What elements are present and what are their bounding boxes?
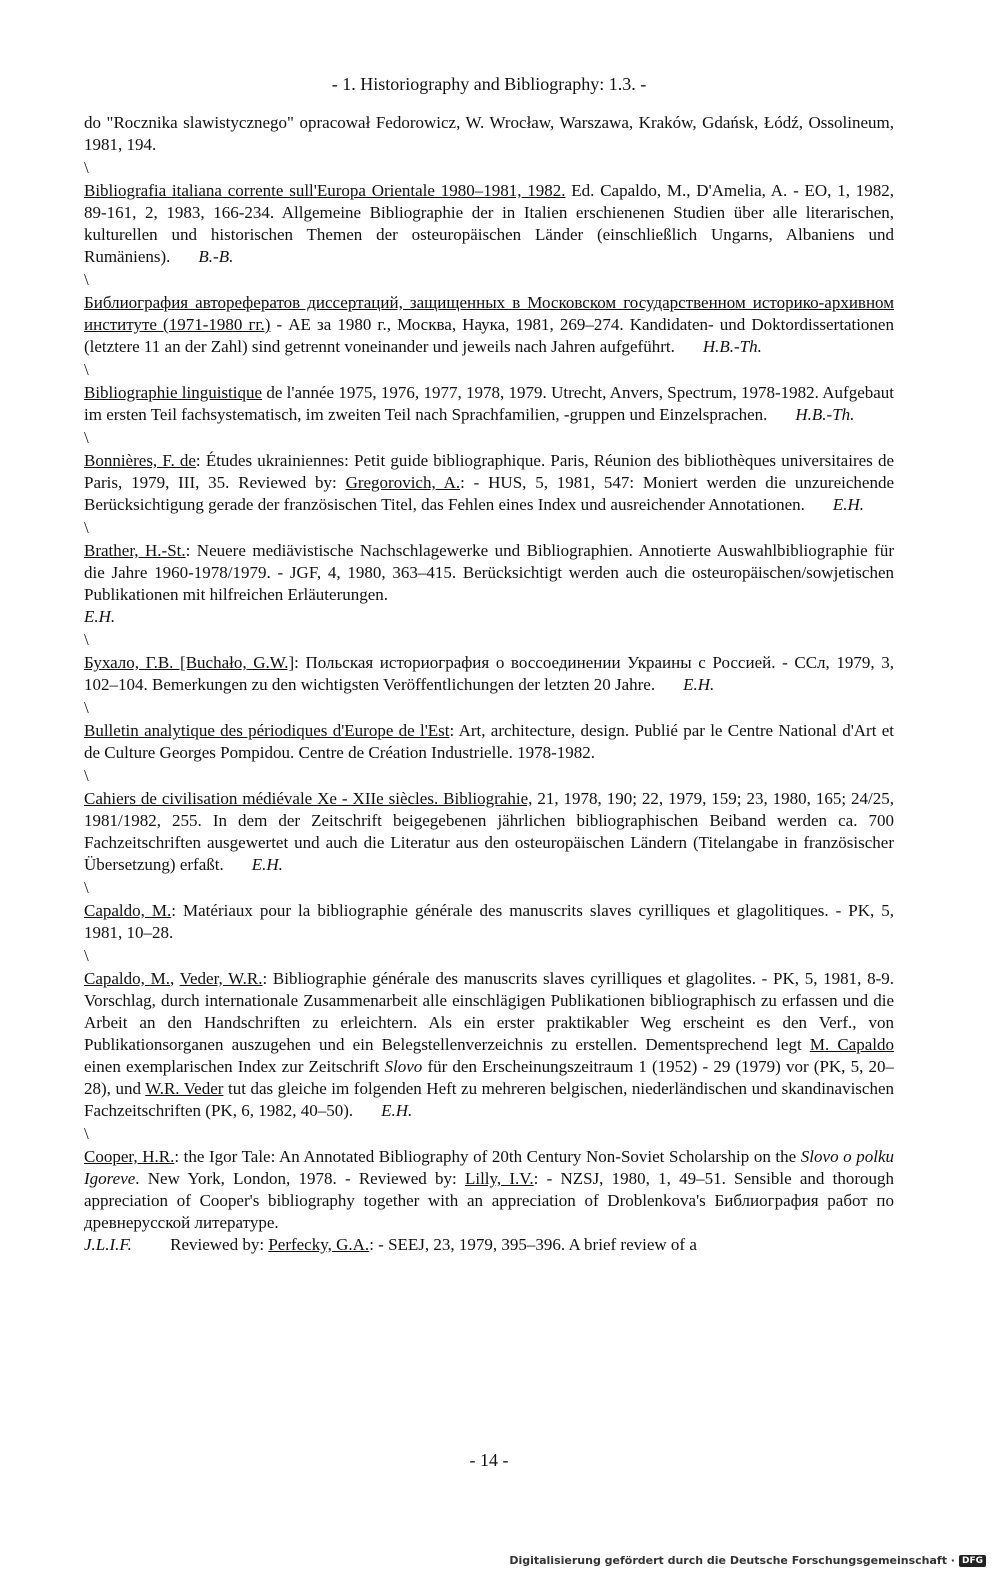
entry-separator: \ [84,630,89,649]
entry-brather: Brather, H.-St.: Neuere mediävistische Nachschlagewerke und Bibliographien. Annotierte Auswahlbibliographie für die Jahre 1960-1978/1979. - JGF, 4, 1980, 363–415. Berücksichtigt werden auch die osteuropäischen/sowjetischen Publikationen mit hilfreichen Erläuterungen. E.H. [84,541,894,626]
reviewer-initials: J.L.I.F. [84,1235,132,1254]
entry-separator: \ [84,360,89,379]
reviewer-initials: E.H. [683,675,715,694]
entry-separator: \ [84,878,89,897]
reviewer-initials: H.B.-Th. [795,405,855,424]
entry-separator: \ [84,766,89,785]
running-header: - 1. Historiography and Bibliography: 1.3. - [331,74,647,94]
entry-bibliografija-avtoreferatov: Библиография авторефератов диссертаций, защищенных в Московском государственном историко-архивном институте (1971-1980 гг.) - АЕ за 1980 г., Москва, Наука, 1981, 269–274. Kandidaten- und Doktordissertationen (letztere 11 an der Zahl) sind getrennt voneinander und jeweils nach Jahren aufgeführt. H.B.-Th. [84,293,894,356]
footer-text: Digitalisierung gefördert durch die Deutsche Forschungsgemeinschaft · [509,1554,955,1567]
entry-bibliografia-italiana: Bibliografia italiana corrente sull'Europa Orientale 1980–1981, 1982. Ed. Capaldo, M., D'Amelia, A. - EO, 1, 1982, 89-161, 2, 1983, 166-234. Allgemeine Bibliographie der in Italien erschienenen Studien über alle literarischen, kulturellen und historischen Themen der osteuropäischen Länder (einschließlich Ungarns, Albaniens und Rumäniens). B.-B. [84,181,894,266]
entry-separator: \ [84,158,89,177]
reviewer-initials: E.H. [381,1101,413,1120]
entry-separator: \ [84,518,89,537]
dfg-footer [509,1554,986,1567]
entry-separator: \ [84,1124,89,1143]
entry-separator: \ [84,428,89,447]
entry-rocznika: do "Rocznika slawistycznego" opracował Fedorowicz, W. Wrocław, Warszawa, Kraków, Gdańsk, Łódź, Ossolineum, 1981, 194. [84,113,894,154]
entry-separator: \ [84,270,89,289]
page-number: - 14 - [469,1450,509,1470]
document-page [84,0,894,1587]
dfg-logo-icon: DFG [959,1555,986,1567]
reviewer-initials: E.H. [251,855,283,874]
entry-bulletin-analytique: Bulletin analytique des périodiques d'Europe de l'Est: Art, architecture, design. Publié par le Centre National d'Art et de Culture Georges Pompidou. Centre de Création Industrielle. 1978-1982. [84,721,894,762]
reviewer-initials: E.H. [84,607,116,626]
entry-separator: \ [84,698,89,717]
reviewer-initials: H.B.-Th. [702,337,762,356]
entry-buchalo: Бухало, Г.В. [Buchało, G.W.]: Польская историография о воссоединении Украины с Россией. - ССл, 1979, 3, 102–104. Bemerkungen zu den wichtigsten Veröffentlichungen der letzten 20 Jahre. E.H. [84,653,895,694]
reviewer-initials: B.-B. [198,247,234,266]
entry-capaldo-materiaux: Capaldo, M.: Matériaux pour la bibliographie générale des manuscrits slaves cyrilliques et glagolitiques. - PK, 5, 1981, 10–28. [84,901,894,942]
entry-cooper: Cooper, H.R.: the Igor Tale: An Annotated Bibliography of 20th Century Non-Soviet Scholarship on the Slovo o polku Igoreve. New York, London, 1978. - Reviewed by: Lilly, I.V.: - NZSJ, 1980, 1, 49–51. Sensible and thorough appreciation of Cooper's bibliography together with an appreciation of Droblenkova's Библиография работ по древнерусской литературе. J.L.I.F. Reviewed by: Perfecky, G.A.: - SEEJ, 23, 1979, 395–396. A brief review of a [84,1147,895,1254]
entry-bonnieres: Bonnières, F. de: Études ukrainiennes: Petit guide bibliographique. Paris, Réunion des bibliothèques universitaires de Paris, 1979, III, 35. Reviewed by: Gregorovich, A.: - HUS, 5, 1981, 547: Moniert werden die unzureichende Berücksichtigung gerade der französischen Titel, das Fehlen eines Index und ausreichender Annotationen. E.H. [84,451,894,514]
reviewer-initials: E.H. [832,495,865,514]
bibliography-list [84,112,894,1256]
entry-capaldo-veder: Capaldo, M., Veder, W.R.: Bibliographie générale des manuscrits slaves cyrilliques et glagolites. - PK, 5, 1981, 8-9. Vorschlag, durch internationale Zusammenarbeit alle einschlägigen Publikationen bibliographisch zu erfassen und die Arbeit an den Handschriften zu erleichtern. Als ein erster praktikabler Weg erscheint es den Verf., von Publikationsorganen auszugehen und ein Belegstellenverzeichnis zu erstellen. Dementsprechend legt M. Capaldo einen exemplarischen Index zur Zeitschrift Slovo für den Erscheinungszeitraum 1 (1952) - 29 (1979) vor (PK, 5, 20–28), und W.R. Veder tut das gleiche im folgenden Heft zu mehreren belgischen, niederländischen und skandinavischen Fachzeitschriften (PK, 6, 1982, 40–50). E.H. [84,969,894,1120]
entry-bibliographie-linguistique: Bibliographie linguistique de l'année 1975, 1976, 1977, 1978, 1979. Utrecht, Anvers, Spectrum, 1978-1982. Aufgebaut im ersten Teil fachsystematisch, im zweiten Teil nach Sprachfamilien, -gruppen und Einzelsprachen. H.B.-Th. [84,383,895,424]
entry-separator: \ [84,946,89,965]
entry-cahiers-de-civilisation: Cahiers de civilisation médiévale Xe - XIIe siècles. Bibliograhie, 21, 1978, 190; 22, 1979, 159; 23, 1980, 165; 24/25, 1981/1982, 255. In dem der Zeitschrift beigegebenen jährlichen bibliographischen Beiband werden ca. 700 Fachzeitschriften ausgewertet und auch die Literatur aus den osteuropäischen Ländern (Titelangabe in französischer Übersetzung) erfaßt. E.H. [84,789,894,874]
